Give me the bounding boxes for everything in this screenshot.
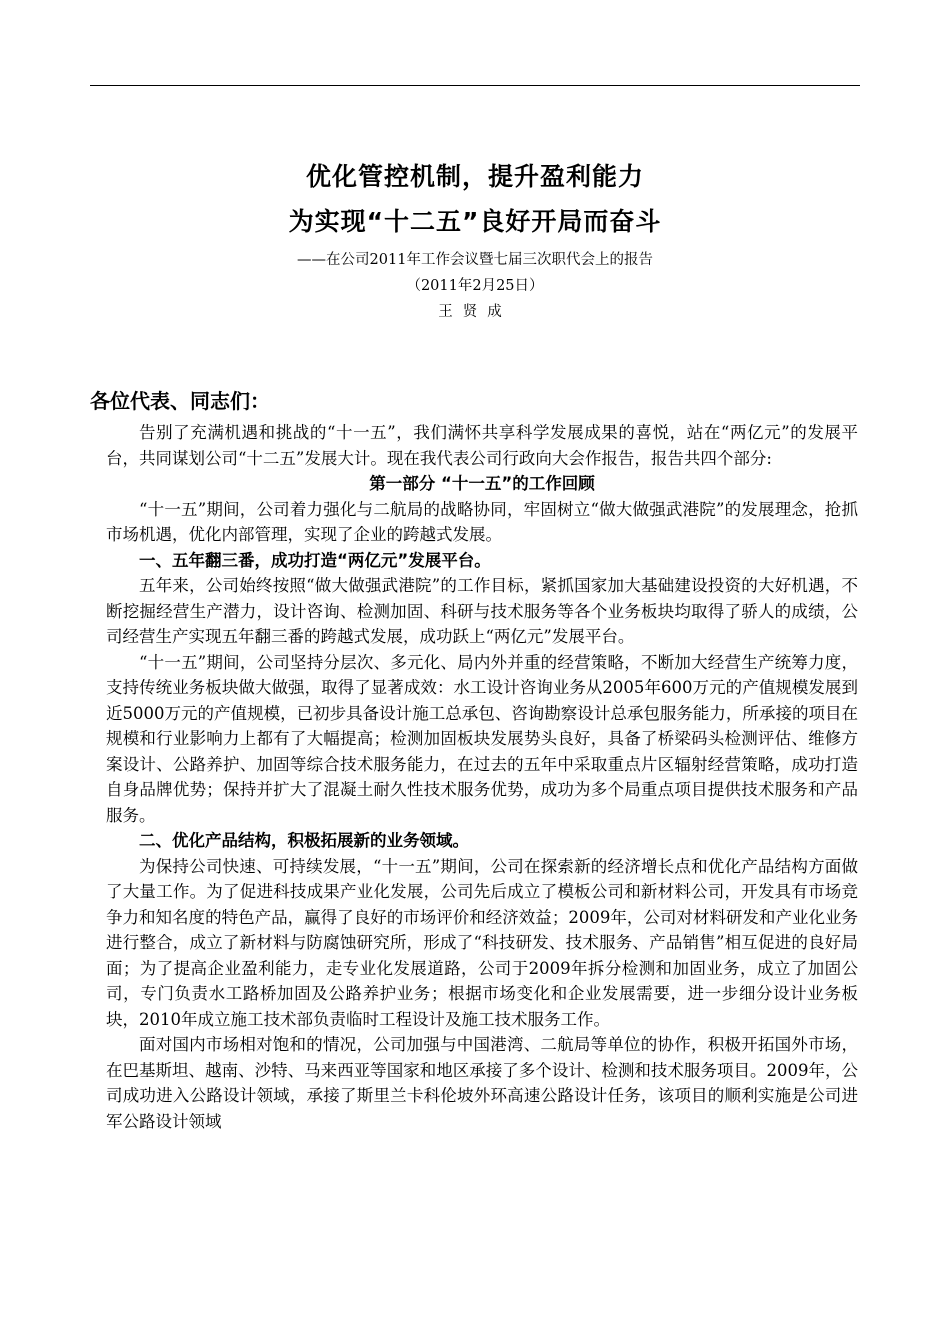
report-date: （2011年2月25日） (406, 278, 544, 294)
document-title-line2: 为实现“十二五”良好开局而奋斗 (288, 207, 662, 236)
part-one-title: 第一部分 “十一五”的工作回顾 (369, 474, 595, 493)
report-body (106, 420, 858, 1134)
part-one-intro-paragraph: “十一五”期间，公司着力强化与二航局的战略协同，牢固树立“做大做强武港院”的发展理念，抢抓市场机遇，优化内部管理，实现了企业的跨越式发展。 (106, 499, 858, 544)
section-one-paragraph-1: 五年来，公司始终按照“做大做强武港院”的工作目标，紧抓国家加大基础建设投资的大好机遇，不断挖掘经营生产潜力，设计咨询、检测加固、科研与技术服务等各个业务板块均取得了骄人的成绩，公司经营生产实现五年翻三番的跨越式发展，成功跃上“两亿元”发展平台。 (106, 576, 858, 646)
author-name: 王贤成 (438, 304, 512, 320)
intro-paragraph: 告别了充满机遇和挑战的“十一五”，我们满怀共享科学发展成果的喜悦，站在“两亿元”的发展平台，共同谋划公司“十二五”发展大计。现在我代表公司行政向大会作报告，报告共四个部分: (106, 423, 858, 468)
salutation: 各位代表、同志们： (90, 389, 270, 413)
document-title: 优化管控机制，提升盈利能力 (305, 162, 644, 191)
section-two-heading: 二、优化产品结构，积极拓展新的业务领域。 (139, 831, 469, 850)
header-rule (90, 85, 860, 86)
document-subtitle: ——在公司2011年工作会议暨七届三次职代会上的报告 (297, 252, 653, 268)
section-one-heading: 一、五年翻三番，成功打造“两亿元”发展平台。 (139, 550, 491, 570)
section-two-paragraph-2: 面对国内市场相对饱和的情况，公司加强与中国港湾、二航局等单位的协作，积极开拓国外市场，在巴基斯坦、越南、沙特、马来西亚等国家和地区承接了多个设计、检测和技术服务项目。2009年，公司成功进入公路设计领域，承接了斯里兰卡科伦坡外环高速公路设计任务，该项目的顺利实施是公司进军公路设计领域 (106, 1035, 858, 1131)
section-two-paragraph-1: 为保持公司快速、可持续发展，“十一五”期间，公司在探索新的经济增长点和优化产品结构方面做了大量工作。为了促进科技成果产业化发展，公司先后成立了模板公司和新材料公司，开发具有市场竞争力和知名度的特色产品，赢得了良好的市场评价和经济效益；2009年，公司对材料研发和产业化业务进行整合，成立了新材料与防腐蚀研究所，形成了“科技研发、技术服务、产品销售”相互促进的良好局面；为了提高企业盈利能力，走专业化发展道路，公司于2009年拆分检测和加固业务，成立了加固公司，专门负责水工路桥加固及公路养护业务；根据市场变化和企业发展需要，进一步细分设计业务板块，2010年成立施工技术部负责临时工程设计及施工技术服务工作。 (106, 856, 858, 1029)
section-one-paragraph-2: “十一五”期间，公司坚持分层次、多元化、局内外并重的经营策略，不断加大经营生产统筹力度，支持传统业务板块做大做强，取得了显著成效：水工设计咨询业务从2005年600万元的产值规模发展到近5000万元的产值规模，已初步具备设计施工总承包、咨询勘察设计总承包服务能力，所承接的项目在规模和行业影响力上都有了大幅提高；检测加固板块发展势头良好，具备了桥梁码头检测评估、维修方案设计、公路养护、加固等综合技术服务能力，在过去的五年中采取重点片区辐射经营策略，成功打造自身品牌优势；保持并扩大了混凝土耐久性技术服务优势，成功为多个局重点项目提供技术服务和产品服务。 (106, 652, 858, 825)
